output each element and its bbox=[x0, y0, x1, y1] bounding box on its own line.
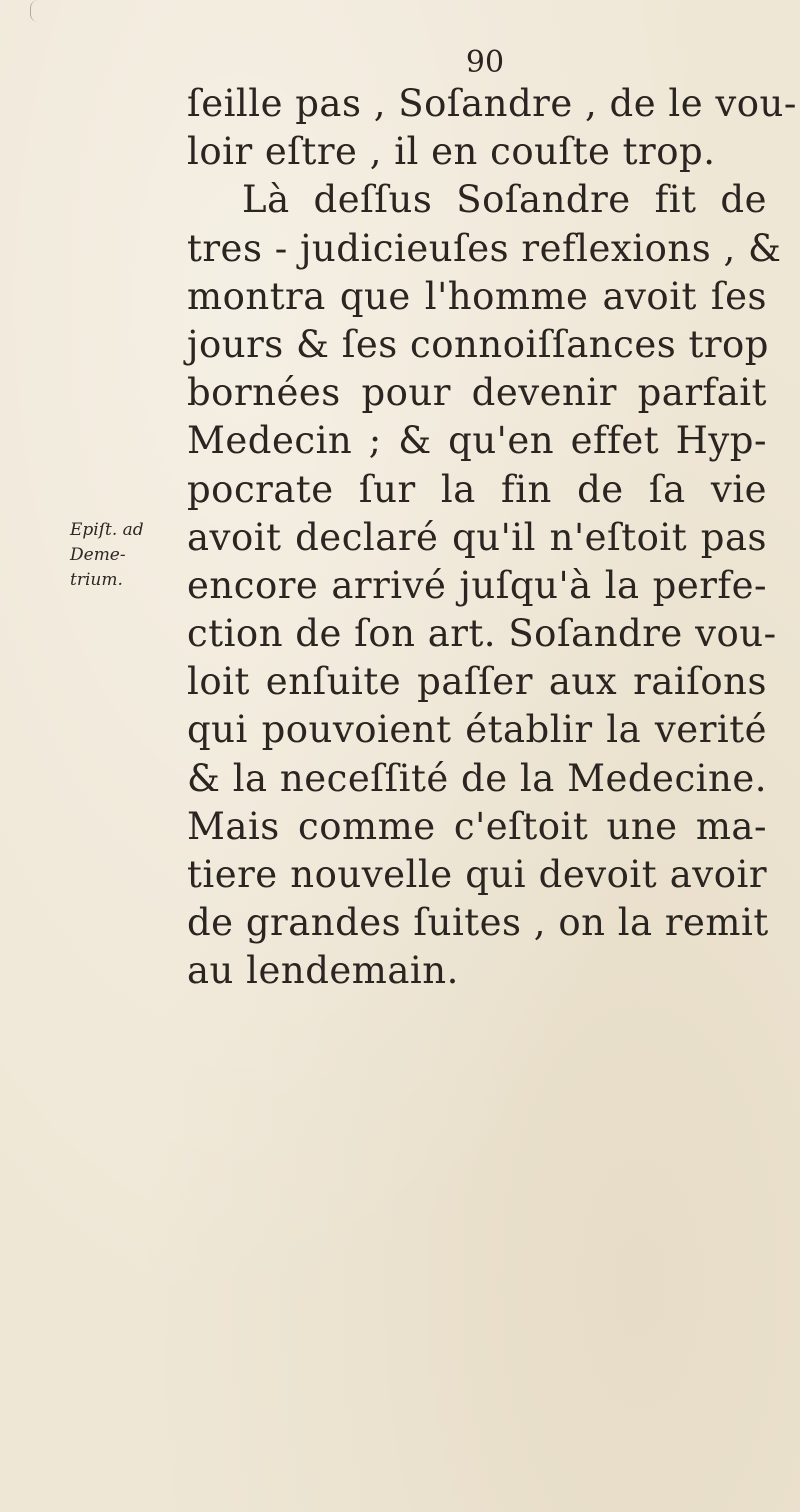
text-line: Medecin ; & qu'en effet Hyp- bbox=[187, 419, 767, 463]
text-line: Là deſſus Soſandre fit de bbox=[242, 178, 767, 222]
margin-note-line: Epiſt. ad bbox=[70, 520, 144, 540]
margin-note-line: Deme- bbox=[70, 545, 126, 565]
text-line: de grandes ſuites , on la remit bbox=[187, 901, 769, 945]
text-line: montra que l'homme avoit ſes bbox=[187, 274, 767, 318]
body-text bbox=[187, 80, 797, 996]
text-line: ſeille pas , Soſandre , de le vou- bbox=[187, 82, 797, 125]
margin-note bbox=[70, 518, 180, 593]
page-number: 90 bbox=[465, 45, 505, 80]
text-line: loit enſuite paſſer aux raiſons bbox=[187, 660, 767, 704]
text-line: & la neceſſité de la Medecine. bbox=[187, 756, 767, 800]
text-line: jours & ſes connoiſſances trop bbox=[187, 322, 769, 366]
text-line: qui pouvoient établir la verité bbox=[187, 708, 767, 752]
text-line: tres - judicieuſes reflexions , & bbox=[187, 226, 782, 270]
text-line: tiere nouvelle qui devoit avoir bbox=[187, 853, 767, 896]
text-line: au lendemain. bbox=[187, 949, 459, 993]
text-line: avoit declaré qu'il n'eſtoit pas bbox=[187, 515, 767, 559]
text-line: loir eſtre , il en couſte trop. bbox=[187, 130, 716, 174]
page-edge-mark bbox=[30, 0, 41, 22]
text-line: encore arrivé juſqu'à la perfe- bbox=[187, 563, 767, 607]
text-line: pocrate ſur la fin de ſa vie bbox=[187, 467, 767, 511]
margin-note-line: trium. bbox=[70, 570, 123, 590]
text-line: bornées pour devenir parfait bbox=[187, 371, 767, 415]
text-line: ction de ſon art. Soſandre vou- bbox=[187, 612, 777, 656]
text-line: Mais comme c'eſtoit une ma- bbox=[187, 804, 767, 848]
